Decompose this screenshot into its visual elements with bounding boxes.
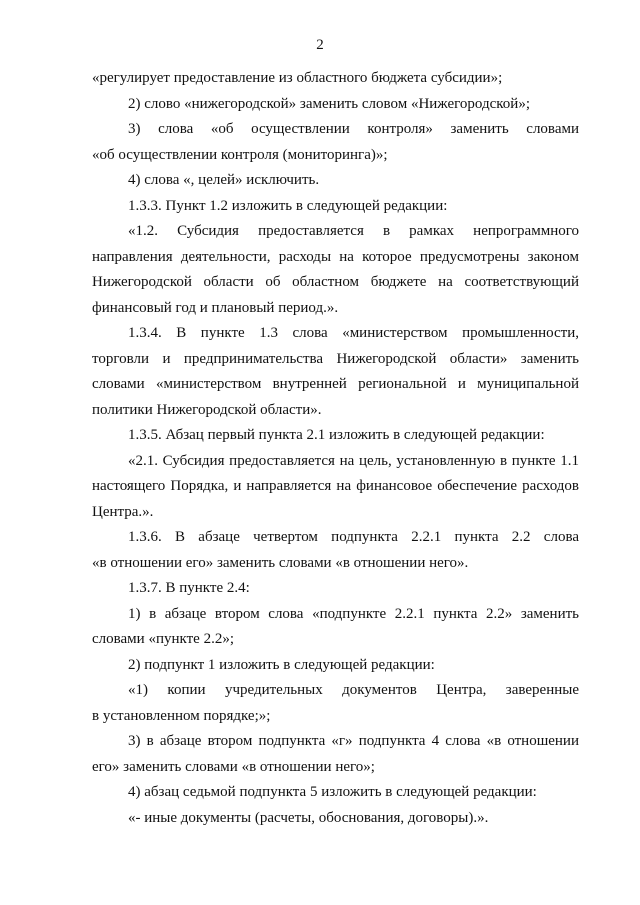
text-line: 4) слова «, целей» исключить. <box>128 172 320 188</box>
document-body <box>92 66 579 831</box>
text-line: 4) абзац седьмой подпункта 5 изложить в следующей редакции: <box>128 784 537 800</box>
text-line: политики Нижегородской области». <box>92 401 322 418</box>
text-line: 3) в абзаце втором подпункта «г» подпункта 4 слова «в отношении <box>128 733 579 749</box>
text-line: словами «пункте 2.2»; <box>92 631 234 647</box>
text-line: 1.3.3. Пункт 1.2 изложить в следующей редакции: <box>128 197 448 214</box>
text-line: 1.3.4. В пункте 1.3 слова «министерством промышленности, <box>128 325 579 341</box>
text-line: торговли и предпринимательства Нижегородской области» заменить <box>92 350 579 367</box>
text-line: «об осуществлении контроля (мониторинга)»; <box>92 146 388 163</box>
text-line: его» заменить словами «в отношении него»; <box>92 758 375 775</box>
text-line: 2) подпункт 1 изложить в следующей редакции: <box>128 656 435 673</box>
text-line: «в отношении его» заменить словами «в отношении него». <box>92 554 469 571</box>
text-line: «- иные документы (расчеты, обоснования, договоры).». <box>128 809 489 826</box>
text-line: 1) в абзаце втором слова «подпункте 2.2.1 пункта 2.2» заменить <box>128 605 579 622</box>
text-line: Нижегородской области об областном бюджете на соответствующий <box>92 274 579 290</box>
text-line: направления деятельности, расходы на которое предусмотрены законом <box>92 248 579 265</box>
text-line: 1.3.6. В абзаце четвертом подпункта 2.2.1 пункта 2.2 слова <box>128 529 579 545</box>
text-line: 2) слово «нижегородской» заменить словом «Нижегородской»; <box>128 95 530 112</box>
text-line: в установленном порядке;»; <box>92 707 271 724</box>
text-line: «2.1. Субсидия предоставляется на цель, установленную в пункте 1.1 <box>128 452 579 469</box>
text-line: Центра.». <box>92 503 154 520</box>
text-line: «1) копии учредительных документов Центра, заверенные <box>128 682 579 698</box>
text-line: финансовый год и плановый период.». <box>92 299 339 316</box>
text-line: словами «министерством внутренней региональной и муниципальной <box>92 376 579 392</box>
text-line: 1.3.7. В пункте 2.4: <box>128 580 250 596</box>
text-line: настоящего Порядка, и направляется на финансовое обеспечение расходов <box>92 478 579 494</box>
text-line: «1.2. Субсидия предоставляется в рамках непрограммного <box>128 223 579 239</box>
text-line: 1.3.5. Абзац первый пункта 2.1 изложить в следующей редакции: <box>128 427 545 443</box>
text-line: 3) слова «об осуществлении контроля» заменить словами <box>128 121 579 137</box>
page-number: 2 <box>316 37 324 53</box>
text-line: «регулирует предоставление из областного бюджета субсидии»; <box>92 70 503 86</box>
